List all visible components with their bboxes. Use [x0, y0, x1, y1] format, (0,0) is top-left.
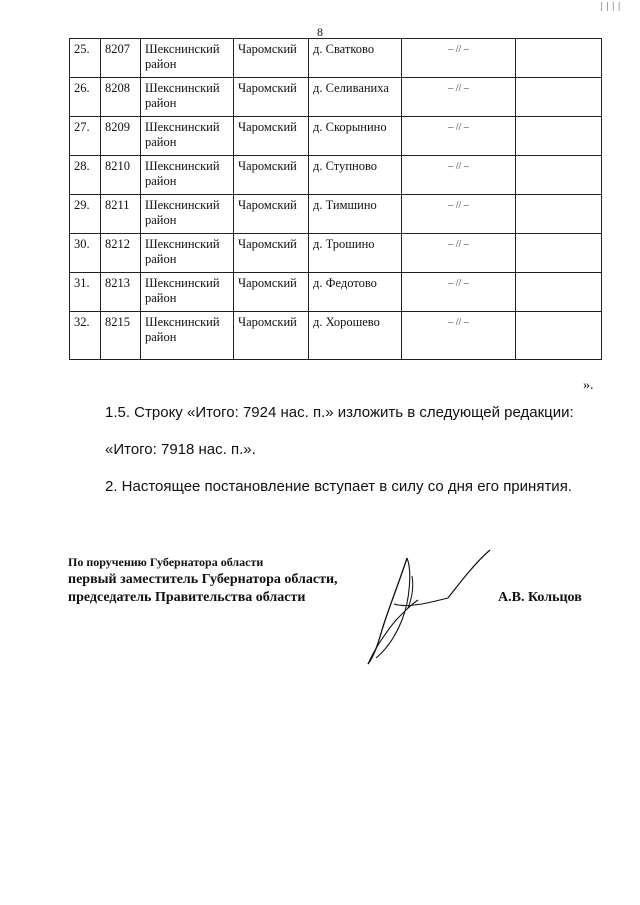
council-name: Чаромский: [234, 273, 309, 312]
settlement-code: 8212: [101, 234, 141, 273]
settlement-name: д. Тимшино: [309, 195, 402, 234]
page-number: 8: [317, 25, 323, 39]
district-name: Шекснинский район: [141, 195, 234, 234]
settlement-name: д. Скорынино: [309, 117, 402, 156]
signature-block: [68, 553, 338, 607]
table-row: [70, 39, 602, 78]
settlement-code: 8209: [101, 117, 141, 156]
table-row: [70, 312, 602, 360]
ditto-mark: – // –: [402, 78, 516, 117]
row-number: 32.: [70, 312, 101, 360]
ditto-mark: – // –: [402, 234, 516, 273]
empty-cell: [516, 156, 602, 195]
handwritten-signature: [352, 540, 497, 665]
district-name: Шекснинский район: [141, 39, 234, 78]
table-row: [70, 78, 602, 117]
signer-position-line-1: первый заместитель Губернатора области,: [68, 572, 338, 587]
table-row: [70, 117, 602, 156]
paragraph-2: 2. Настоящее постановление вступает в силу со дня его принятия.: [105, 478, 572, 495]
district-name: Шекснинский район: [141, 117, 234, 156]
ditto-mark: – // –: [402, 195, 516, 234]
district-name: Шекснинский район: [141, 312, 234, 360]
empty-cell: [516, 117, 602, 156]
settlement-code: 8211: [101, 195, 141, 234]
council-name: Чаромский: [234, 156, 309, 195]
empty-cell: [516, 195, 602, 234]
settlement-code: 8208: [101, 78, 141, 117]
settlement-name: д. Федотово: [309, 273, 402, 312]
empty-cell: [516, 312, 602, 360]
empty-cell: [516, 78, 602, 117]
row-number: 30.: [70, 234, 101, 273]
ditto-mark: – // –: [402, 273, 516, 312]
signer-name: А.В. Кольцов: [498, 590, 582, 605]
signer-authority-line: По поручению Губернатора области: [68, 555, 264, 569]
settlement-code: 8213: [101, 273, 141, 312]
district-name: Шекснинский район: [141, 78, 234, 117]
settlement-name: д. Хорошево: [309, 312, 402, 360]
council-name: Чаромский: [234, 39, 309, 78]
row-number: 25.: [70, 39, 101, 78]
paragraph-total: «Итого: 7918 нас. п.».: [105, 441, 256, 458]
council-name: Чаромский: [234, 312, 309, 360]
signer-position-line-2: председатель Правительства области: [68, 590, 306, 605]
scan-mark-top: | | | |: [600, 2, 621, 12]
row-number: 26.: [70, 78, 101, 117]
settlements-table: [69, 38, 602, 360]
settlement-name: д. Трошино: [309, 234, 402, 273]
ditto-mark: – // –: [402, 117, 516, 156]
row-number: 28.: [70, 156, 101, 195]
council-name: Чаромский: [234, 78, 309, 117]
paragraph-1-5: 1.5. Строку «Итого: 7924 нас. п.» изложить в следующей редакции:: [105, 404, 574, 421]
table-row: [70, 195, 602, 234]
settlement-code: 8215: [101, 312, 141, 360]
district-name: Шекснинский район: [141, 273, 234, 312]
row-number: 31.: [70, 273, 101, 312]
ditto-mark: – // –: [402, 312, 516, 360]
council-name: Чаромский: [234, 117, 309, 156]
table-row: [70, 156, 602, 195]
settlement-code: 8210: [101, 156, 141, 195]
closing-quote: ».: [583, 378, 594, 393]
table-row: [70, 234, 602, 273]
ditto-mark: – // –: [402, 156, 516, 195]
council-name: Чаромский: [234, 195, 309, 234]
settlement-name: д. Сватково: [309, 39, 402, 78]
table-row: [70, 273, 602, 312]
empty-cell: [516, 273, 602, 312]
settlement-name: д. Ступново: [309, 156, 402, 195]
settlement-code: 8207: [101, 39, 141, 78]
settlement-name: д. Селиваниха: [309, 78, 402, 117]
council-name: Чаромский: [234, 234, 309, 273]
ditto-mark: – // –: [402, 39, 516, 78]
empty-cell: [516, 234, 602, 273]
row-number: 27.: [70, 117, 101, 156]
district-name: Шекснинский район: [141, 234, 234, 273]
empty-cell: [516, 39, 602, 78]
row-number: 29.: [70, 195, 101, 234]
district-name: Шекснинский район: [141, 156, 234, 195]
